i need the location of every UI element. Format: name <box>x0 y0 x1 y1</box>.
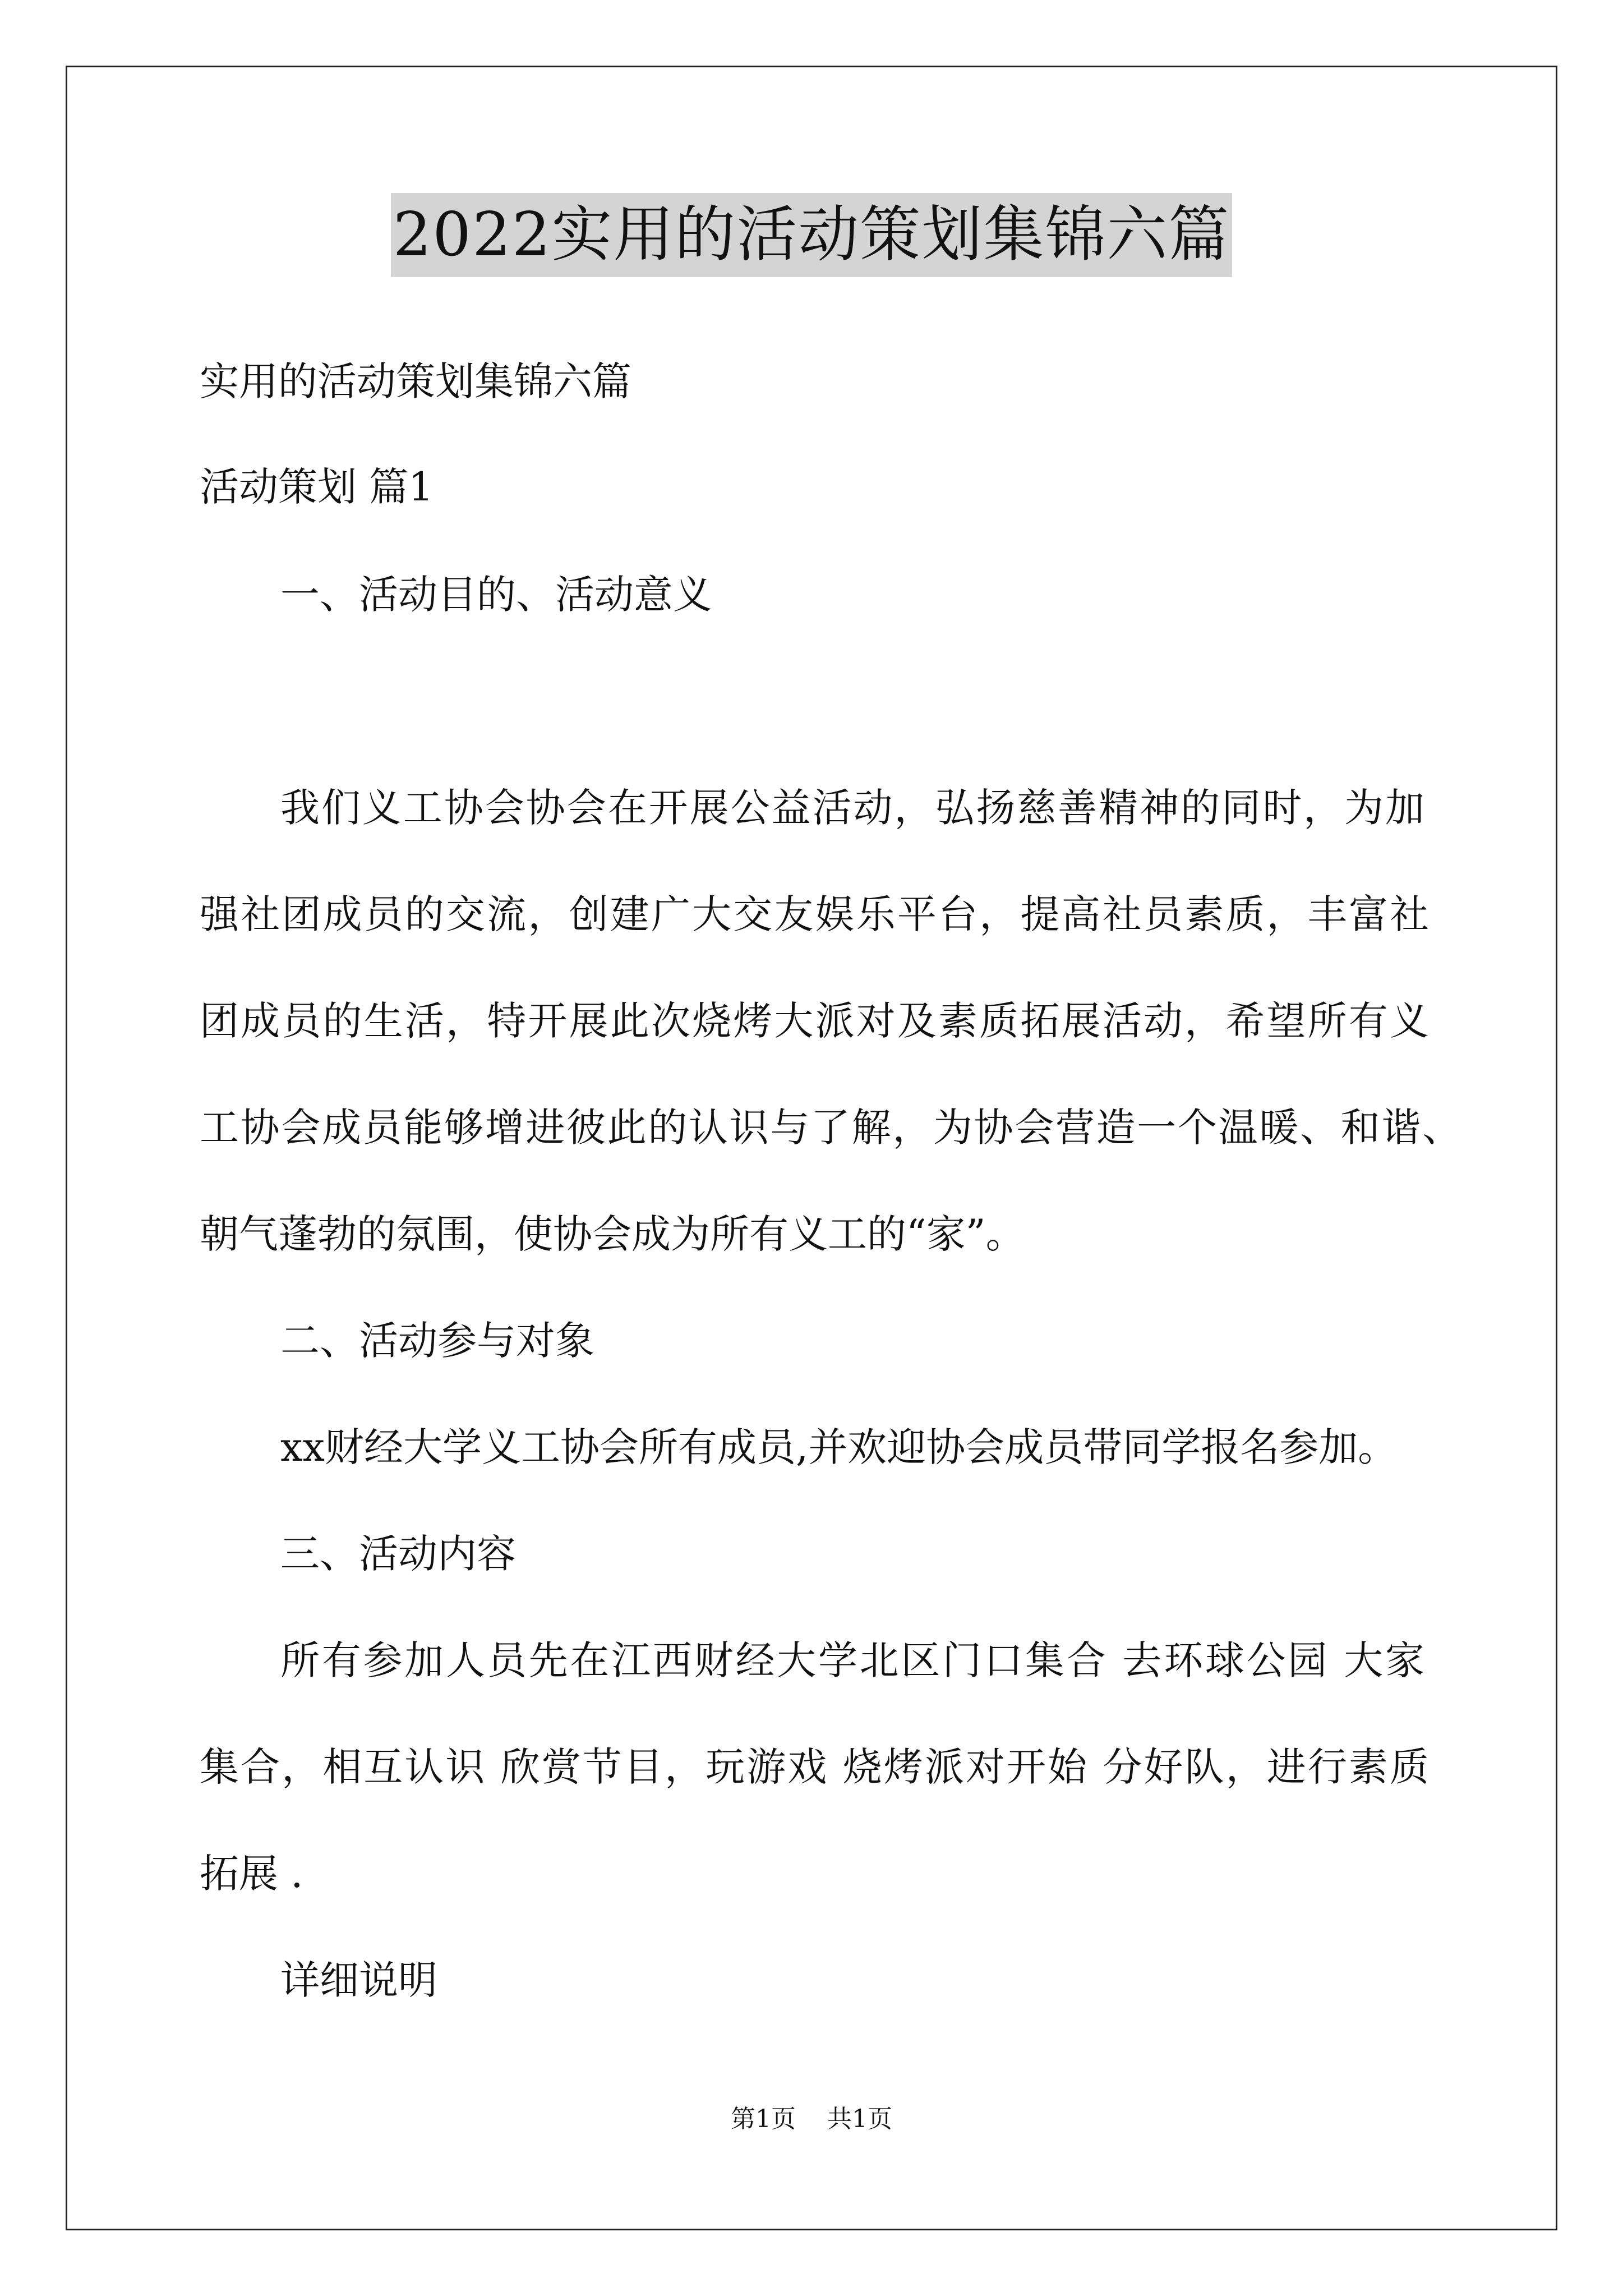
heading-purpose: 一、活动目的、活动意义 <box>280 572 712 618</box>
heading-details: 详细说明 <box>280 1957 437 2003</box>
paragraph-line: 集合，相互认识 欣赏节目，玩游戏 烧烤派对开始 分好队，进行素质 <box>200 1744 1429 1790</box>
page-number: 第1页 <box>731 2105 796 2133</box>
section-heading: 活动策划 篇1 <box>200 464 434 510</box>
heading-content: 三、活动内容 <box>280 1531 516 1577</box>
paragraph-line: 工协会成员能够增进彼此的认识与了解，为协会营造一个温暖、和谐、 <box>200 1105 1461 1151</box>
document-title: 2022实用的活动策划集锦六篇 <box>391 193 1233 277</box>
paragraph-line: 团成员的生活，特开展此次烧烤大派对及素质拓展活动，希望所有义 <box>200 998 1429 1044</box>
paragraph-line: 所有参加人员先在江西财经大学北区门口集合 去环球公园 大家 <box>280 1637 1424 1683</box>
paragraph-line: 我们义工协会协会在开展公益活动，弘扬慈善精神的同时，为加 <box>280 785 1424 831</box>
page-footer <box>0 2102 1623 2136</box>
paragraph-participants: xx财经大学义工协会所有成员,并欢迎协会成员带同学报名参加。 <box>280 1424 1398 1470</box>
heading-participants: 二、活动参与对象 <box>280 1318 594 1364</box>
paragraph-line: 朝气蓬勃的氛围，使协会成为所有义工的“家”。 <box>200 1211 1025 1257</box>
paragraph-line: 强社团成员的交流，创建广大交友娱乐平台，提高社员素质，丰富社 <box>200 891 1429 937</box>
document-subtitle: 实用的活动策划集锦六篇 <box>200 358 631 404</box>
paragraph-line: 拓展 . <box>200 1851 303 1897</box>
title-container <box>0 193 1623 277</box>
page-total: 共1页 <box>827 2105 892 2133</box>
